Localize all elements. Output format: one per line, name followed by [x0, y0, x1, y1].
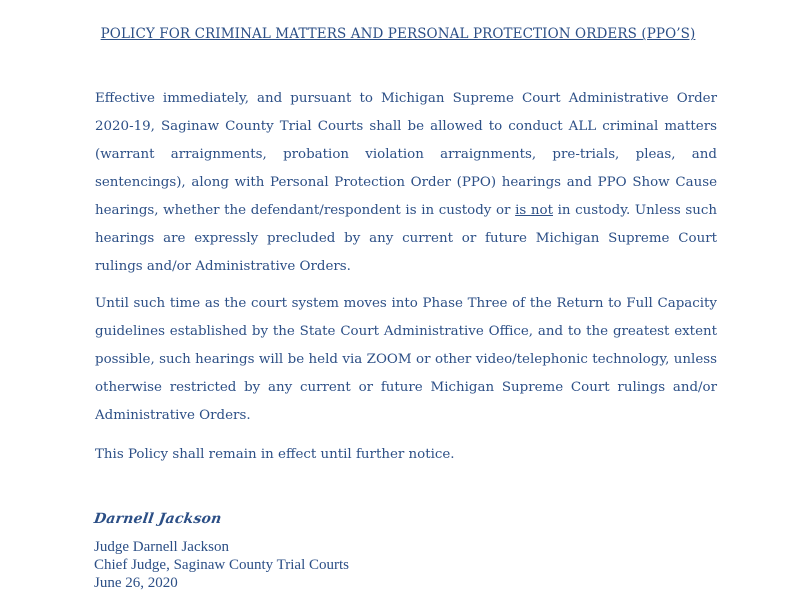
signatory-name: Judge Darnell Jackson: [94, 539, 229, 555]
paragraph-1-text-continued: in custody. Unless such hearings are expressly precluded by any current or future Michigan Supreme Court rulings and/or Administrative Orders.: [95, 203, 718, 274]
paragraph-criminal-matters: [95, 85, 717, 281]
signature-date: June 26, 2020: [94, 575, 178, 591]
signatory-title: Chief Judge, Saginaw County Trial Courts: [94, 557, 350, 573]
emphasis-is-not: is not: [515, 203, 553, 218]
paragraph-effective-notice: This Policy shall remain in effect until further notice.: [95, 447, 455, 462]
paragraph-zoom-hearings: Until such time as the court system moves into Phase Three of the Return to Full Capacity guidelines established by the State Court Administrative Office, and to the greatest extent possible, such hearings will be held via ZOOM or other video/telephonic technology, unless otherwise restricted by any current or future Michigan Supreme Court rulings and/or Administrative Orders.: [95, 296, 717, 423]
handwritten-signature: Darnell Jackson: [92, 511, 223, 527]
paragraph-1-text: Effective immediately, and pursuant to Michigan Supreme Court Administrative Order 2020-19, Saginaw County Trial Courts shall be allowed to conduct ALL criminal matters (warrant arraignments, probation violation arraignments, pre-trials, pleas, and sentencings), along with Personal Protection Order (PPO) hearings and PPO Show Cause hearings, whether the defendant/respondent is in custody or: [95, 91, 717, 218]
document-title: POLICY FOR CRIMINAL MATTERS AND PERSONAL PROTECTION ORDERS (PPO’S): [100, 26, 696, 42]
